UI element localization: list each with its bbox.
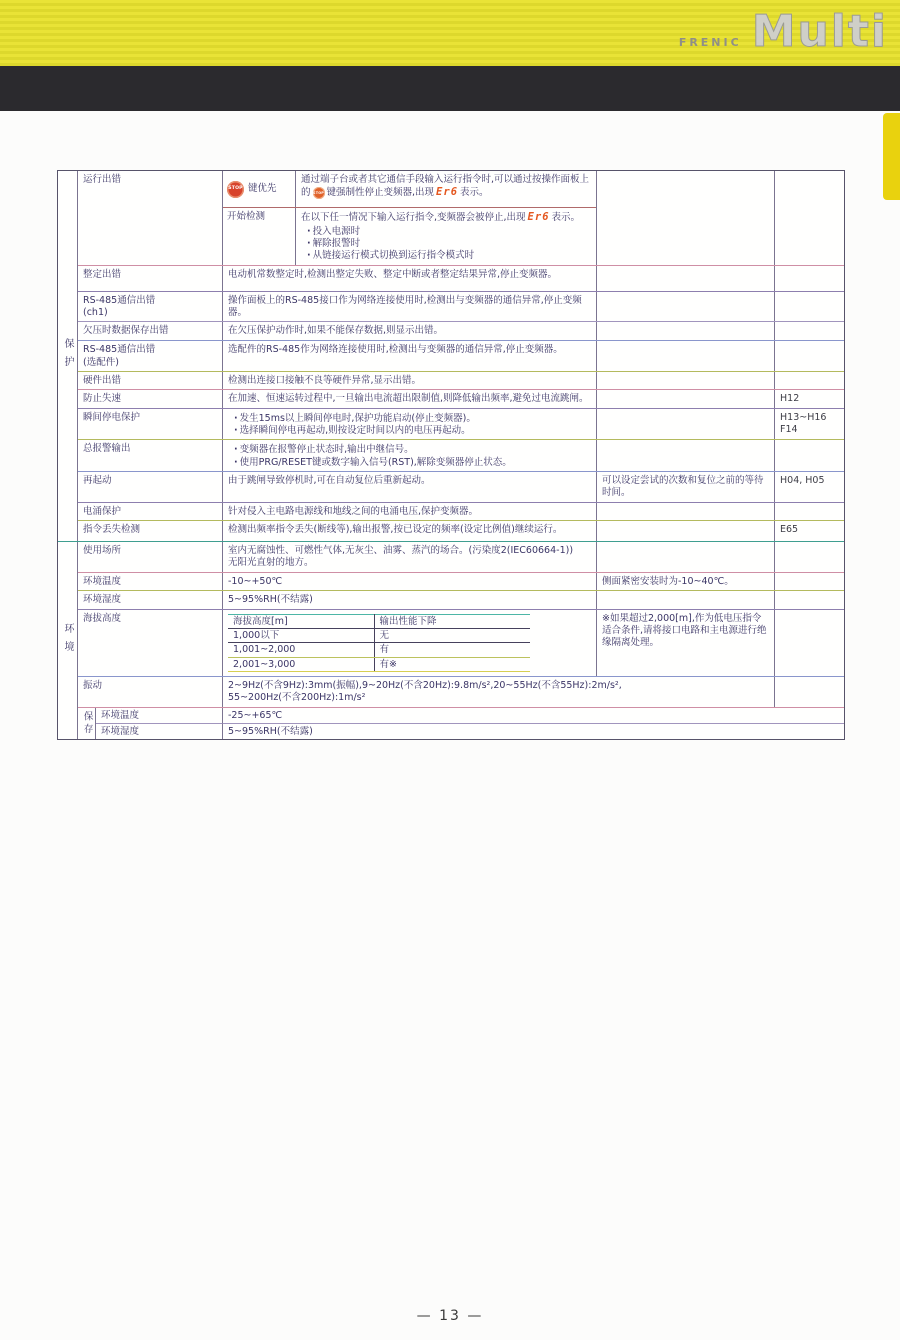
cell-function-code: H12 xyxy=(774,390,844,407)
cell-sublabel: STOP 键优先 xyxy=(223,171,295,207)
cell-label: RS-485通信出错 (选配件) xyxy=(83,344,156,368)
cell-label: 再起动 xyxy=(83,475,112,487)
cell-note xyxy=(596,171,774,265)
cell-function-code xyxy=(774,503,844,520)
row-hardware-error xyxy=(78,371,844,389)
cell-description: -10~+50℃ xyxy=(222,573,596,590)
cell-note: ※如果超过2,000[m],作为低电压指令适合条件,请将接口电路和主电源进行绝缘隔离处理。 xyxy=(596,610,774,676)
row-operation-site xyxy=(78,542,844,572)
cell-note xyxy=(596,440,774,471)
stop-key-icon: STOP xyxy=(227,181,244,198)
cell-function-code xyxy=(774,372,844,389)
cell-function-code xyxy=(774,341,844,371)
cell-function-code xyxy=(774,677,844,707)
cell-description xyxy=(222,440,596,471)
row-undervoltage-save-error xyxy=(78,321,844,340)
row-restart xyxy=(78,471,844,502)
row-rs485-error-ch1 xyxy=(78,291,844,322)
cell-description: 在以下任一情况下输入运行指令,变频器会被停止,出现 Er6 表示。 · 投入电源时 · 解除报警时 · 从链接运行模式切换到运行指令模式时 xyxy=(295,208,596,265)
cell-description: 由于跳闸导致停机时,可在自动复位后重新起动。 xyxy=(222,472,596,502)
altitude-derating-table xyxy=(228,614,530,672)
cell-label: 总报警输出 xyxy=(83,443,131,455)
cell-function-code xyxy=(774,292,844,322)
cell-description: 选配件的RS-485作为网络连接使用时,检测出与变频器的通信异常,停止变频器。 xyxy=(222,341,596,371)
section-environment xyxy=(58,541,844,739)
mpf-detail-list xyxy=(228,413,591,438)
yellow-index-tab xyxy=(883,113,900,200)
start-detection-conditions xyxy=(301,226,591,263)
cell-function-code: E65 xyxy=(774,521,844,541)
specification-table xyxy=(57,170,845,740)
cell-function-code xyxy=(774,542,844,572)
cell-description xyxy=(222,409,596,440)
condition-item: · 解除报警时 xyxy=(307,238,591,250)
brand-logo xyxy=(678,6,888,57)
detail-item: · 变频器在报警停止状态时,输出中继信号。 xyxy=(234,444,591,456)
cell-function-code: H04, H05 xyxy=(774,472,844,502)
row-tuning-error xyxy=(78,265,844,291)
row-surge-protection xyxy=(78,502,844,520)
cell-function-code xyxy=(774,171,844,265)
cell-description: 操作面板上的RS-485接口作为网络连接使用时,检测出与变频器的通信异常,停止变频器。 xyxy=(222,292,596,322)
cell-note xyxy=(596,372,774,389)
cell-description: 检测出频率指令丢失(断线等),输出报警,按已设定的频率(设定比例值)继续运行。 xyxy=(222,521,596,541)
cell-description-storage-humidity: 5~95%RH(不结露) xyxy=(222,723,844,739)
cell-label: 使用场所 xyxy=(83,545,122,557)
row-batch-alarm-output xyxy=(78,439,844,471)
detail-item: · 发生15ms以上瞬间停电时,保护功能启动(停止变频器)。 xyxy=(234,413,591,425)
cell-label: 指令丢失检测 xyxy=(83,524,141,536)
row-altitude xyxy=(78,609,844,676)
row-rs485-error-option xyxy=(78,340,844,371)
cell-sublabel: 开始检测 xyxy=(227,211,266,222)
cell-label: 振动 xyxy=(83,679,103,691)
cell-description: 在欠压保护动作时,如果不能保存数据,则显示出错。 xyxy=(222,322,596,340)
cell-description: 检测出连接口接触不良等硬件异常,显示出错。 xyxy=(222,372,596,389)
cell-label: 环境温度 xyxy=(83,575,122,587)
cell-description: 电动机常数整定时,检测出整定失败、整定中断或者整定结果异常,停止变频器。 xyxy=(222,266,596,291)
cell-label: 整定出错 xyxy=(83,268,122,280)
stop-key-inline-icon: STOP xyxy=(313,187,325,199)
cell-function-code xyxy=(774,266,844,291)
seven-segment-code: Er6 xyxy=(527,211,550,223)
brand-prefix: FRENIC xyxy=(678,36,742,49)
cell-description xyxy=(222,610,596,676)
cell-note: 可以设定尝试的次数和复位之前的等待时间。 xyxy=(596,472,774,502)
row-momentary-power-failure xyxy=(78,408,844,440)
detail-item: · 使用PRG/RESET键或数字输入信号(RST),解除变频器停止状态。 xyxy=(234,457,591,469)
cell-label: 海拔高度 xyxy=(83,612,122,624)
cell-function-code xyxy=(774,573,844,590)
cell-description: 在加速、恒速运转过程中,一旦输出电流超出限制值,则降低输出频率,避免过电流跳闸。 xyxy=(222,390,596,407)
detail-item: · 选择瞬间停电再起动,则按设定时间以内的电压再起动。 xyxy=(234,425,591,437)
cell-note xyxy=(596,292,774,322)
row-ambient-humidity xyxy=(78,590,844,608)
alarm-detail-list xyxy=(228,444,591,469)
altitude-table-row: 2,001~3,000 有※ xyxy=(228,657,530,671)
section-protection xyxy=(58,171,844,541)
cell-note: 侧面紧密安装时为-10~40℃。 xyxy=(596,573,774,590)
row-ambient-temperature xyxy=(78,572,844,590)
altitude-table-header: 海拔高度[m] 输出性能下降 xyxy=(228,614,530,628)
cell-description: 2~9Hz(不含9Hz):3mm(振幅),9~20Hz(不含20Hz):9.8m/s²,20~55Hz(不含55Hz):2m/s², 55~200Hz(不含200Hz):1m/s² xyxy=(222,677,774,707)
cell-label: 瞬间停电保护 xyxy=(83,411,141,423)
cell-function-code xyxy=(774,440,844,471)
cell-note xyxy=(596,591,774,608)
cell-description: 针对侵入主电路电源线和地线之间的电涌电压,保护变频器。 xyxy=(222,503,596,520)
row-stall-prevention xyxy=(78,389,844,407)
cell-label: 欠压时数据保存出错 xyxy=(83,325,169,337)
subrow-stop-key-priority xyxy=(223,171,596,207)
cell-note xyxy=(596,542,774,572)
condition-item: · 从链接运行模式切换到运行指令模式时 xyxy=(307,250,591,262)
page-number: — 13 — xyxy=(416,1308,484,1324)
cell-function-code: H13~H16 F14 xyxy=(774,409,844,440)
cell-note xyxy=(596,266,774,291)
subrow-start-detection xyxy=(223,207,596,265)
cell-label: 防止失速 xyxy=(83,393,122,405)
condition-item: · 投入电源时 xyxy=(307,226,591,238)
seven-segment-code: Er6 xyxy=(436,186,459,199)
cell-note xyxy=(596,341,774,371)
cell-label: 电涌保护 xyxy=(83,505,122,517)
cell-function-code xyxy=(774,591,844,608)
row-command-loss-detection xyxy=(78,520,844,541)
header-black-band xyxy=(0,66,900,111)
altitude-table-row: 1,000以下 无 xyxy=(228,628,530,642)
altitude-table-row: 1,001~2,000 有 xyxy=(228,643,530,657)
cell-note xyxy=(596,322,774,340)
cell-label-storage-temperature: 环境温度 xyxy=(101,709,140,721)
cell-note xyxy=(596,521,774,541)
cell-description: 5~95%RH(不结露) xyxy=(222,591,596,608)
cell-description-storage-temperature: -25~+65℃ xyxy=(222,708,844,723)
cell-note xyxy=(596,390,774,407)
row-run-error xyxy=(78,171,844,265)
cell-label-storage-humidity: 环境湿度 xyxy=(96,723,222,739)
cell-function-code xyxy=(774,610,844,676)
header-yellow-band xyxy=(0,0,900,66)
cell-label: RS-485通信出错 (ch1) xyxy=(83,294,156,319)
cell-label: 硬件出错 xyxy=(83,375,122,387)
section-label-environment: 环境 xyxy=(58,542,78,739)
row-storage xyxy=(78,707,844,740)
cell-note xyxy=(596,503,774,520)
cell-function-code xyxy=(774,322,844,340)
cell-label: 运行出错 xyxy=(83,174,122,185)
storage-section-label: 保存 xyxy=(78,708,96,740)
cell-note xyxy=(596,409,774,440)
row-vibration xyxy=(78,676,844,707)
brand-name: Multi xyxy=(751,6,888,57)
cell-label: 环境湿度 xyxy=(83,594,122,606)
section-label-protection: 保护 xyxy=(58,171,78,541)
cell-description: 通过端子台或者其它通信手段输入运行指令时,可以通过按操作面板上的 STOP 键强制性停止变频器,出现 Er6 表示。 xyxy=(295,171,596,207)
cell-description: 室内无腐蚀性、可燃性气体,无灰尘、油雾、蒸汽的场合。(污染度2(IEC60664-1)) 无阳光直射的地方。 xyxy=(222,542,596,572)
